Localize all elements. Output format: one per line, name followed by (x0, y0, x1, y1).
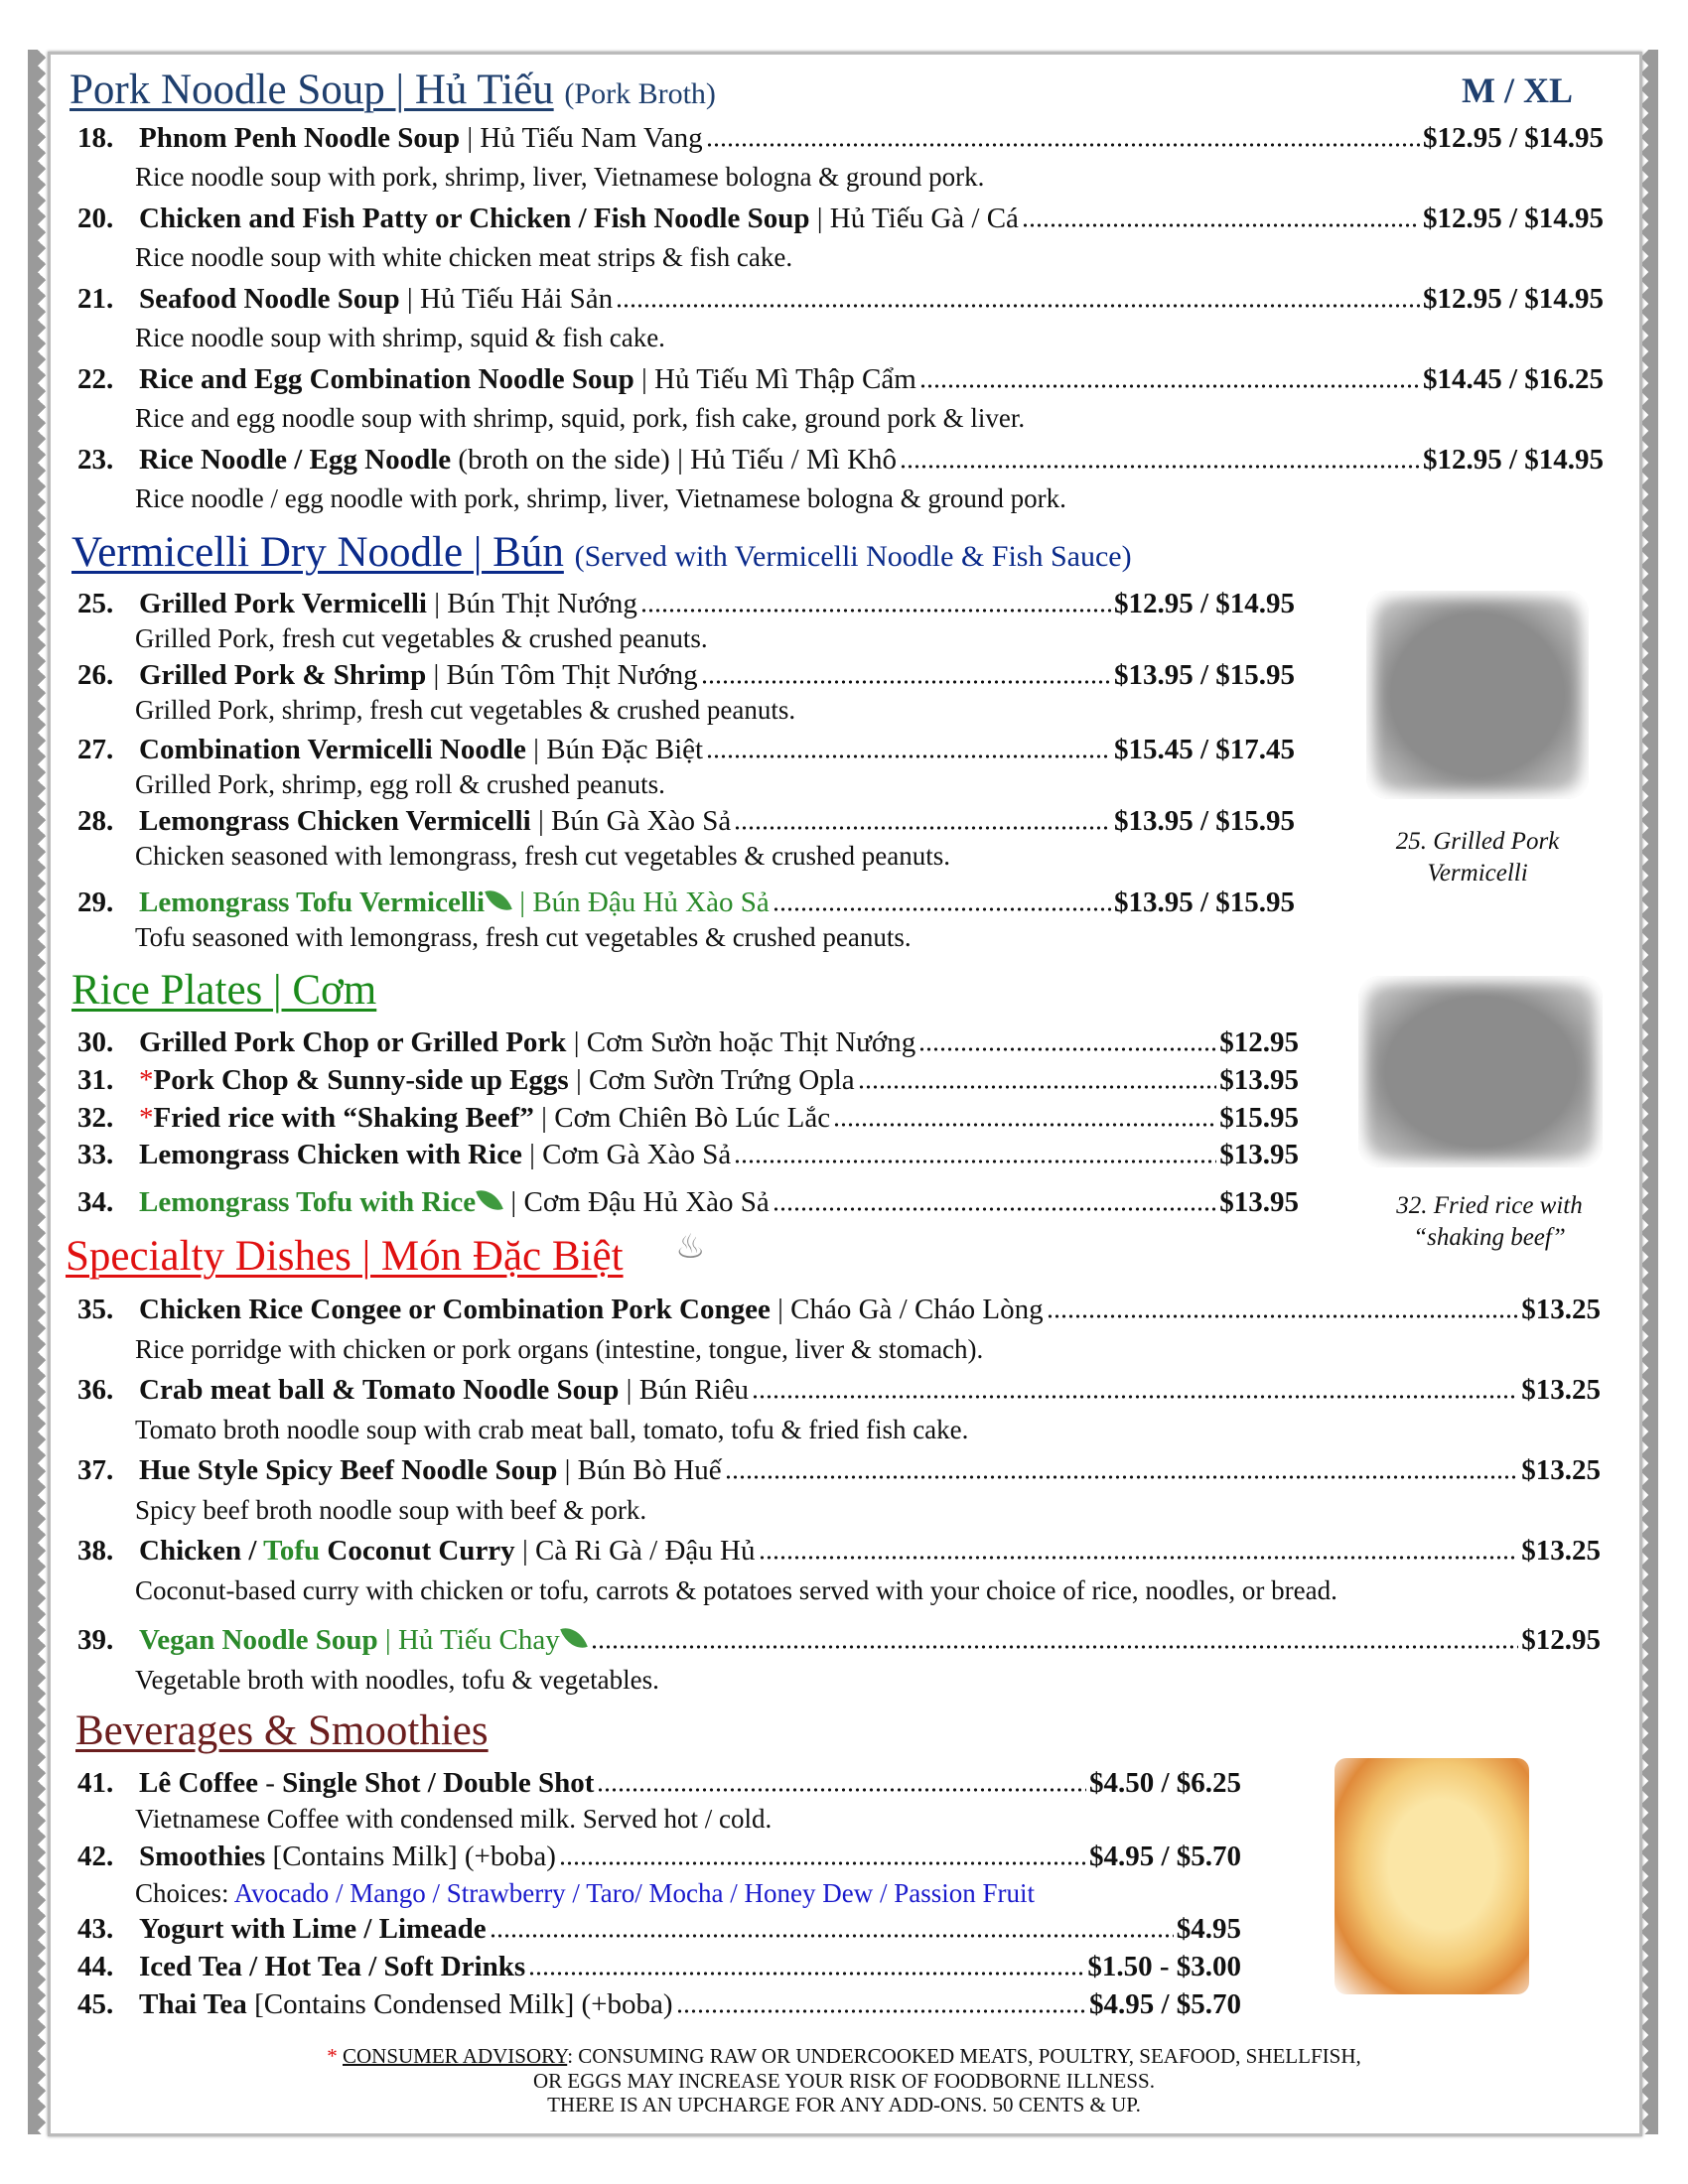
dot-leader (597, 1787, 1086, 1793)
size-label: M / XL (1462, 70, 1573, 110)
item-name-part: | Bún Đậu Hủ Xào Sả (512, 887, 770, 918)
item-name-part: Thai Tea (139, 1988, 247, 2020)
item-price: $12.95 / $14.95 (1113, 588, 1295, 619)
item-description: Rice noodle soup with shrimp, squid & fish cake. (135, 323, 665, 352)
item-name-part: * (139, 1102, 154, 1134)
choices-label: Choices: (135, 1878, 229, 1908)
section-heading-rice (71, 966, 376, 1016)
menu-item-18 (77, 120, 1604, 156)
item-name (139, 1533, 756, 1569)
item-name-part: | Cơm Sườn hoặc Thịt Nướng (566, 1026, 916, 1058)
item-name (139, 657, 698, 693)
smoothie-photo (1335, 1758, 1529, 1994)
item-number: 18. (77, 122, 114, 154)
item-price: $12.95 (1219, 1026, 1299, 1058)
vegan-leaf-icon (560, 1622, 588, 1653)
item-name-part: Phnom Penh Noodle Soup (139, 122, 461, 154)
section-heading-beverages (75, 1706, 489, 1756)
dot-leader (833, 1122, 1216, 1128)
item-name-part: Fried rice with “Shaking Beef” (153, 1102, 534, 1134)
item-name-part: | Cà Ri Gà / Đậu Hủ (514, 1535, 756, 1567)
vegan-leaf-icon (485, 885, 512, 915)
item-description: Rice noodle / egg noodle with pork, shrimp, liver, Vietnamese bologna & ground pork. (135, 483, 1066, 513)
item-number: 30. (77, 1026, 114, 1058)
item-name-part: Grilled Pork Chop or Grilled Pork (139, 1026, 567, 1058)
menu-item-30 (77, 1024, 1299, 1060)
item-name (139, 1184, 770, 1220)
item-name-part: Yogurt with Lime / Limeade (139, 1913, 487, 1945)
menu-item-23 (77, 442, 1604, 478)
section-heading-pork (70, 66, 716, 119)
item-number: 33. (77, 1139, 114, 1170)
menu-item-36 (77, 1372, 1601, 1408)
asterisk: * (327, 2044, 338, 2068)
item-description: Rice noodle soup with white chicken meat strips & fish cake. (135, 242, 793, 272)
item-name-part: | Cơm Chiên Bò Lúc Lắc (533, 1102, 831, 1134)
photo-caption-vermicelli: 25. Grilled Pork Vermicelli (1395, 828, 1560, 887)
dot-leader (918, 1046, 1216, 1052)
item-name (139, 1765, 594, 1801)
item-price: $13.95 / $15.95 (1113, 659, 1295, 691)
item-description: Tofu seasoned with lemongrass, fresh cut vegetables & crushed peanuts. (135, 922, 912, 952)
item-description: Vietnamese Coffee with condensed milk. Served hot / cold. (135, 1804, 773, 1834)
menu-item-31 (77, 1062, 1299, 1098)
menu-item-38 (77, 1533, 1601, 1569)
item-price: $1.50 - $3.00 (1087, 1951, 1241, 1982)
item-name-part: Coconut Curry (320, 1535, 515, 1567)
dot-leader (701, 679, 1111, 685)
item-name-part: | Hủ Tiếu Gà / Cá (809, 203, 1019, 234)
item-name (139, 586, 637, 621)
item-price: $15.45 / $17.45 (1113, 734, 1295, 765)
item-number: 23. (77, 444, 114, 476)
item-name (139, 1452, 722, 1488)
item-name-part: | Cơm Sườn Trứng Opla (568, 1064, 855, 1096)
dot-leader (725, 1474, 1519, 1480)
item-number: 31. (77, 1064, 114, 1096)
item-price: $13.25 (1521, 1535, 1601, 1567)
item-number: 37. (77, 1454, 114, 1486)
zigzag-border-top (40, 28, 1653, 50)
item-name-part: Vegan Noodle Soup (139, 1624, 378, 1656)
item-name (139, 201, 1019, 236)
item-description: Vegetable broth with noodles, tofu & vegetables. (135, 1665, 659, 1695)
item-description: Chicken seasoned with lemongrass, fresh cut vegetables & crushed peanuts. (135, 841, 951, 871)
zigzag-border-right (1640, 50, 1658, 2134)
item-name (139, 1100, 830, 1136)
item-name-part: Iced Tea / Hot Tea / Soft Drinks (139, 1951, 526, 1982)
item-name-part: | Bún Đặc Biệt (525, 734, 704, 765)
item-price: $12.95 / $14.95 (1422, 444, 1604, 476)
menu-item-32 (77, 1100, 1299, 1136)
item-name (139, 1622, 588, 1658)
menu-item-21 (77, 281, 1604, 317)
item-name-part: | Cơm Gà Xào Sả (521, 1139, 732, 1170)
item-name-part: Chicken and Fish Patty or Chicken / Fish Noodle Soup (139, 203, 810, 234)
item-name-part: Rice Noodle / Egg Noodle (139, 444, 452, 476)
item-name-part: | Bún Bò Huế (557, 1454, 722, 1486)
item-description: Grilled Pork, shrimp, egg roll & crushed peanuts. (135, 769, 665, 799)
menu-item-37 (77, 1452, 1601, 1488)
dot-leader (591, 1644, 1519, 1650)
item-price: $4.95 (1176, 1913, 1241, 1945)
item-name-part: Lemongrass Chicken with Rice (139, 1139, 522, 1170)
item-name-part: Combination Vermicelli Noodle (139, 734, 526, 765)
section-heading-specialty (66, 1232, 624, 1282)
item-name-part: (broth on the side) | Hủ Tiếu / Mì Khô (451, 444, 898, 476)
item-name-part: Chicken Rice Congee or Combination Pork Congee (139, 1294, 771, 1325)
item-number: 45. (77, 1988, 114, 2020)
item-number: 39. (77, 1624, 114, 1656)
dot-leader (773, 906, 1111, 912)
dot-leader (734, 825, 1111, 831)
item-description: Tomato broth noodle soup with crab meat ball, tomato, tofu & fried fish cake. (135, 1415, 969, 1444)
item-number: 38. (77, 1535, 114, 1567)
item-name-part: Hue Style Spicy Beef Noodle Soup (139, 1454, 558, 1486)
choices-list: Avocado / Mango / Strawberry / Taro/ Mocha / Honey Dew / Passion Fruit (233, 1878, 1035, 1908)
item-name (139, 1949, 525, 1984)
item-price: $13.25 (1521, 1294, 1601, 1325)
photo-caption-rice: 32. Fried rice with “shaking beef” (1396, 1192, 1583, 1251)
section-title: Beverages & Smoothies (75, 1707, 489, 1754)
item-price: $12.95 / $14.95 (1422, 122, 1604, 154)
section-subtitle: (Served with Vermicelli Noodle & Fish Sauce) (574, 540, 1132, 573)
item-name-part: Lê Coffee (139, 1767, 258, 1799)
item-name (139, 281, 613, 317)
item-name (139, 803, 731, 839)
item-name (139, 1292, 1044, 1327)
item-price: $13.25 (1521, 1454, 1601, 1486)
item-description: Spicy beef broth noodle soup with beef & pork. (135, 1495, 647, 1525)
item-name-part: | Hủ Tiếu Mì Thập Cẩm (633, 363, 916, 395)
dot-leader (900, 464, 1420, 470)
item-name-part: | Hủ Tiếu Chay (377, 1624, 560, 1656)
item-name-part: [Contains Milk] (+boba) (265, 1841, 556, 1872)
item-number: 25. (77, 588, 114, 619)
dot-leader (559, 1860, 1086, 1866)
item-price: $13.25 (1521, 1374, 1601, 1406)
item-name-part: [Contains Condensed Milk] (+boba) (246, 1988, 673, 2020)
menu-item-44 (77, 1949, 1241, 1984)
dot-leader (676, 2008, 1086, 2014)
zigzag-border-bottom (40, 2136, 1653, 2158)
item-description: Rice noodle soup with pork, shrimp, liver, Vietnamese bologna & ground pork. (135, 162, 985, 192)
item-name-part: | Bún Tôm Thịt Nướng (426, 659, 698, 691)
dot-leader (528, 1971, 1084, 1977)
fried-rice-photo (1358, 976, 1603, 1167)
menu-item-35 (77, 1292, 1601, 1327)
item-name-part: | Bún Thịt Nướng (426, 588, 637, 619)
item-name-part: Smoothies (139, 1841, 266, 1872)
menu-item-41 (77, 1765, 1241, 1801)
item-number: 26. (77, 659, 114, 691)
menu-item-27 (77, 732, 1295, 767)
item-name (139, 885, 770, 920)
advisory-text-1: : CONSUMING RAW OR UNDERCOOKED MEATS, POULTRY, SEAFOOD, SHELLFISH, (567, 2044, 1361, 2068)
item-name-part: | Bún Gà Xào Sả (530, 805, 732, 837)
item-name (139, 732, 703, 767)
item-name (139, 120, 703, 156)
zigzag-border-left (28, 50, 46, 2134)
dot-leader (1047, 1313, 1519, 1319)
item-description: Coconut-based curry with chicken or tofu, carrots & potatoes served with your choice of rice, noodles, or bread. (135, 1575, 1337, 1605)
item-number: 32. (77, 1102, 114, 1134)
item-price: $13.95 / $15.95 (1113, 887, 1295, 918)
smoothie-choices (135, 1876, 1035, 1910)
menu-item-25 (77, 586, 1295, 621)
advisory-line-1 (0, 2044, 1688, 2069)
chef-hat-icon: ♨ (675, 1229, 706, 1266)
menu-item-28 (77, 803, 1295, 839)
item-number: 28. (77, 805, 114, 837)
item-name-part: Grilled Pork Vermicelli (139, 588, 427, 619)
item-name-part: Chicken / (139, 1535, 264, 1567)
item-name (139, 1062, 855, 1098)
menu-item-29 (77, 885, 1295, 920)
item-name (139, 442, 897, 478)
item-name-part: Single Shot / Double Shot (282, 1767, 595, 1799)
item-number: 41. (77, 1767, 114, 1799)
item-number: 34. (77, 1186, 114, 1218)
item-price: $15.95 (1219, 1102, 1299, 1134)
item-price: $4.95 / $5.70 (1088, 1988, 1241, 2020)
item-number: 21. (77, 283, 114, 315)
dot-leader (734, 1159, 1216, 1164)
item-name (139, 1839, 556, 1874)
item-name-part: | Cơm Đậu Hủ Xào Sả (503, 1186, 770, 1218)
item-number: 36. (77, 1374, 114, 1406)
dot-leader (706, 753, 1111, 759)
advisory-label: CONSUMER ADVISORY (343, 2044, 568, 2068)
item-price: $13.95 (1219, 1064, 1299, 1096)
item-price: $12.95 / $14.95 (1422, 203, 1604, 234)
section-title: Pork Noodle Soup | Hủ Tiếu (70, 67, 554, 113)
item-price: $14.45 / $16.25 (1422, 363, 1604, 395)
dot-leader (616, 303, 1420, 309)
item-price: $13.95 / $15.95 (1113, 805, 1295, 837)
item-name-part: | Hủ Tiếu Hải Sản (399, 283, 614, 315)
item-price: $13.95 (1219, 1186, 1299, 1218)
dot-leader (640, 608, 1111, 614)
item-name-part: | Hủ Tiếu Nam Vang (460, 122, 703, 154)
item-number: 22. (77, 363, 114, 395)
dot-leader (858, 1084, 1217, 1090)
item-price: $13.95 (1219, 1139, 1299, 1170)
item-name (139, 1024, 915, 1060)
item-description: Grilled Pork, shrimp, fresh cut vegetables & crushed peanuts. (135, 695, 796, 725)
item-name (139, 1372, 749, 1408)
section-title: Vermicelli Dry Noodle | Bún (71, 529, 564, 576)
advisory-line-2: OR EGGS MAY INCREASE YOUR RISK OF FOODBORNE ILLNESS. (533, 2069, 1155, 2093)
item-name-part: Rice and Egg Combination Noodle Soup (139, 363, 634, 395)
item-name-part: - (257, 1767, 283, 1799)
item-number: 27. (77, 734, 114, 765)
vegan-leaf-icon (476, 1184, 503, 1215)
dot-leader (1022, 222, 1420, 228)
menu-item-34 (77, 1184, 1299, 1220)
section-subtitle: (Pork Broth) (564, 77, 716, 110)
item-name (139, 361, 916, 397)
item-number: 20. (77, 203, 114, 234)
dot-leader (490, 1933, 1174, 1939)
menu-item-26 (77, 657, 1295, 693)
menu-item-22 (77, 361, 1604, 397)
item-number: 44. (77, 1951, 114, 1982)
item-description: Rice porridge with chicken or pork organs (intestine, tongue, liver & stomach). (135, 1334, 984, 1364)
item-description: Grilled Pork, fresh cut vegetables & crushed peanuts. (135, 623, 708, 653)
dot-leader (773, 1206, 1216, 1212)
item-name-part: * (139, 1064, 154, 1096)
item-name-part: Grilled Pork & Shrimp (139, 659, 427, 691)
item-name-part: Tofu (263, 1535, 321, 1567)
grilled-pork-vermicelli-photo (1366, 591, 1589, 799)
item-name-part: Pork Chop & Sunny-side up Eggs (153, 1064, 569, 1096)
item-number: 43. (77, 1913, 114, 1945)
item-price: $4.95 / $5.70 (1088, 1841, 1241, 1872)
item-price: $12.95 / $14.95 (1422, 283, 1604, 315)
menu-item-33 (77, 1137, 1299, 1172)
item-name (139, 1137, 731, 1172)
section-title: Specialty Dishes | Món Đặc Biệt (66, 1233, 624, 1280)
item-name-part: Lemongrass Tofu Vermicelli (139, 887, 486, 918)
menu-item-39 (77, 1622, 1601, 1658)
item-price: $12.95 (1521, 1624, 1601, 1656)
advisory-line-3: THERE IS AN UPCHARGE FOR ANY ADD-ONS. 50 CENTS & UP. (547, 2093, 1141, 2116)
item-number: 29. (77, 887, 114, 918)
section-title: Rice Plates | Cơm (71, 967, 377, 1014)
item-name-part: | Bún Riêu (619, 1374, 750, 1406)
menu-item-42 (77, 1839, 1241, 1874)
item-name (139, 1986, 673, 2022)
dot-leader (759, 1555, 1519, 1561)
item-number: 42. (77, 1841, 114, 1872)
item-name (139, 1911, 487, 1947)
dot-leader (919, 383, 1420, 389)
menu-item-45 (77, 1986, 1241, 2022)
item-name-part: | Cháo Gà / Cháo Lòng (770, 1294, 1044, 1325)
item-price: $4.50 / $6.25 (1088, 1767, 1241, 1799)
menu-item-43 (77, 1911, 1241, 1947)
dot-leader (706, 142, 1420, 148)
menu-item-20 (77, 201, 1604, 236)
item-name-part: Lemongrass Chicken Vermicelli (139, 805, 531, 837)
section-heading-vermicelli (71, 528, 1132, 582)
item-number: 35. (77, 1294, 114, 1325)
dot-leader (752, 1394, 1518, 1400)
item-name-part: Lemongrass Tofu with Rice (139, 1186, 477, 1218)
item-name-part: Crab meat ball & Tomato Noodle Soup (139, 1374, 620, 1406)
item-description: Rice and egg noodle soup with shrimp, squid, pork, fish cake, ground pork & liver. (135, 403, 1026, 433)
item-name-part: Seafood Noodle Soup (139, 283, 400, 315)
